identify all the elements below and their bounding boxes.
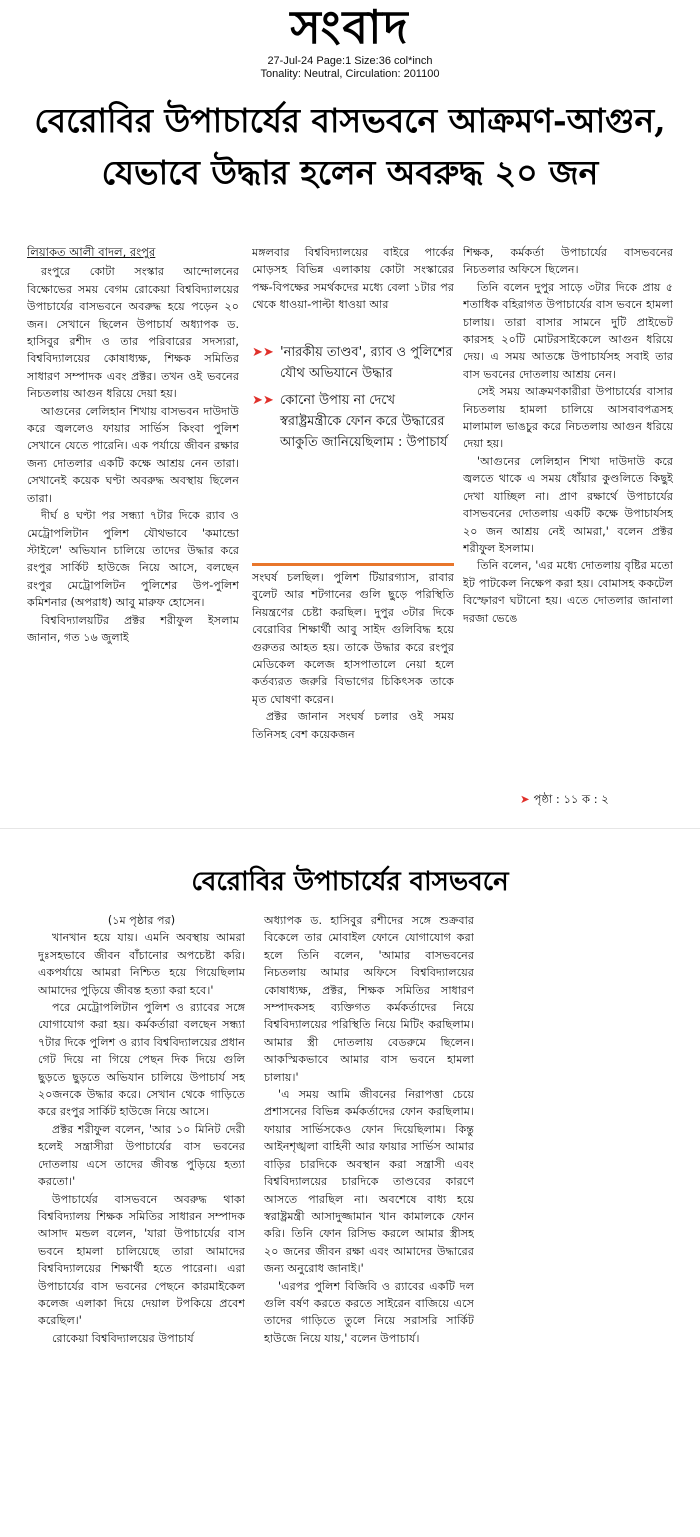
section-divider bbox=[0, 828, 700, 829]
continuation-column-2 bbox=[264, 912, 474, 1522]
paragraph: দীর্ঘ ৪ ঘণ্টা পর সন্ধ্যা ৭টার দিকে র‌্যাব ও মেট্রোপলিটান পুলিশ যৌথভাবে 'কমান্ডো স্টাইলে' অভিযান চালিয়ে তাদের উদ্ধার করে রংপুর সার্কিট হাউজে নিয়ে আসে, বলছেন রংপুর মেট্রোপলিটন পুলিশের উপ-পুলিশ কমিশনার (অপরাধ) আবু মারুফ হোসেন। bbox=[27, 509, 239, 610]
masthead-logo: সংবাদ bbox=[290, 0, 410, 54]
paragraph: তিনি বলেন দুপুর সাড়ে ৩টার দিকে প্রায় ৫ শতাধিক বহিরাগত উপাচার্যের বাস ভবনে হামলা চালায়। তারা বাসার সামনে দুটি প্রাইভেট কারসহ ২০টি মোটরসাইকেলে আগুন ধরিয়ে দেয়। এ সময় আতঙ্কে উপাচার্যসহ সবাই তার বাস ভবনের দোতলায় আশ্রয় নেন। bbox=[463, 280, 673, 381]
clipping-meta-line2: Tonality: Neutral, Circulation: 201100 bbox=[260, 68, 440, 80]
continued-page-ref bbox=[520, 791, 609, 807]
headline-line2: যেভাবে উদ্ধার হলেন অবরুদ্ধ ২০ জন bbox=[101, 153, 599, 192]
double-arrow-icon: ➤➤ bbox=[252, 345, 274, 360]
pull-quote-rule bbox=[252, 563, 454, 566]
paragraph: খানখান হয়ে যায়। এমনি অবস্থায় আমরা দুঃসহভাবে জীবন বাঁচানোর অপচেষ্টা করি। একপর্যায়ে আমরা নিশ্চিত হয়ে গিয়েছিলাম আমাদের পুড়িয়ে জীবন্ত হত্যা করা হবে।' bbox=[38, 931, 245, 997]
paragraph: রোকেয়া বিশ্ববিদ্যালয়ের উপাচার্য bbox=[52, 1331, 194, 1345]
paragraph: প্রক্টর শরীফুল বলেন, 'আর ১০ মিনিট দেরী হলেই সন্ত্রাসীরা উপাচার্যের বাস ভবনের দোতলায় এসে তাদের জীবন্ত পুড়িয়ে হত্যা করতো।' bbox=[38, 1122, 245, 1189]
byline: লিয়াকত আলী বাদল, রংপুর bbox=[27, 245, 156, 259]
article-column-2-bottom bbox=[252, 569, 454, 807]
paragraph: শিক্ষক, কর্মকর্তা উপাচার্যের বাসভবনের নিচতলার অফিসে ছিলেন। bbox=[463, 246, 673, 277]
paragraph: উপাচার্যের বাসভবনে অবরুদ্ধ থাকা বিশ্ববিদ্যালয় শিক্ষক সমিতির সাধারন সম্পাদক আসাদ মন্ডল বলেন, 'যারা উপাচার্যের বাস ভবনে হামলা চালিয়েছে তারা আমাদের বিশ্ববিদ্যালয়ের শিক্ষার্থী হতে পারেনা। এরা উপাচার্যের বাস ভবনের পেছনে কারমাইকেল কলেজ এলাকা দিয়ে দেয়াল টপকিয়ে প্রবেশ করেছিল।' bbox=[38, 1192, 245, 1328]
paragraph: অধ্যাপক ড. হাসিবুর রশীদের সঙ্গে শুক্রবার বিকেলে তার মোবাইল ফোনে যোগাযোগ করা হলে তিনি বলেন, 'আমার বাসভবনের নিচতলায় আমার অফিসে বিশ্ববিদ্যালয়ের কোষাধ্যক্ষ, প্রক্টর, শিক্ষক সমিতির সাধারণ সম্পাদকসহ ব্যক্তিগত কর্মকর্তাদের নিয়ে বিশ্ববিদ্যালয়ের পরিস্থিতি নিয়ে মিটিং করছিলাম। আমার স্ত্রী দোতলায় বেডরুমে ছিলেন। আকস্মিকভাবে আমার বাস ভবনে হামলা চালায়।' bbox=[264, 914, 474, 1084]
clipping-meta-line1: 27-Jul-24 Page:1 Size:36 col*inch bbox=[267, 55, 433, 67]
continued-text: পৃষ্ঠা : ১১ ক : ২ bbox=[533, 792, 609, 806]
paragraph: 'এ সময় আমি জীবনের নিরাপত্তা চেয়ে প্রশাসনের বিভিন্ন কর্মকর্তাদের ফোন করছিলাম। ফায়ার সার্ভিসকেও ফোন দিয়েছিলাম। কিন্তু আইনশৃঙ্খলা বাহিনী আর ফায়ার সার্ভিস আমার বাড়ির চারদিকে অবস্থান করা সন্ত্রাসী এবং বিশ্ববিদ্যালয়ের চারদিকে তাণ্ডবের কারণে আসতে পারছিল না। অবশেষে বাধ্য হয়ে স্বরাষ্ট্রমন্ত্রী আসাদুজ্জামান খান কামালকে ফোন করি। তিনি ফোন রিসিভ করলে আমার স্ত্রীসহ ২০ জনের জীবন রক্ষা এবং আমাদের উদ্ধারের জন্য অনুরোধ জানাই।' bbox=[264, 1088, 474, 1276]
paragraph: প্রক্টর জানান সংঘর্ষ চলার ওই সময় তিনিসহ বেশ কয়েকজন bbox=[252, 710, 454, 741]
clipping-meta bbox=[150, 55, 550, 81]
paragraph: সেই সময় আক্রমণকারীরা উপাচার্যের বাসার নিচতলায় হামলা চালিয়ে আসবাবপত্রসহ মালামাল ভাঙচুর করে নিচতলায় আগুন ধরিয়ে দেয়া হয়। bbox=[463, 385, 673, 451]
paragraph: রংপুরে কোটা সংস্কার আন্দোলনের বিক্ষোভের সময় বেগম রোকেয়া বিশ্ববিদ্যালয়ের উপাচার্যের বাসভবনে অবরুদ্ধ হয়ে পড়েন ২০ জন। সেখানে ছিলেন উপাচার্য অধ্যাপক ড. হাসিবুর রশীদ ও তার পরিবারের সদস্যরা, বিশ্ববিদ্যালয়ের কোষাধ্যক্ষ, শিক্ষক সমিতির সাধারণ সম্পাদক এবং প্রক্টর। তখন ওই ভবনের নিচতলায় আগুন ধরিয়ে দেয়া হয়। bbox=[27, 265, 239, 401]
pull-quote-text: কোনো উপায় না দেখে স্বরাষ্ট্রমন্ত্রীকে ফোন করে উদ্ধারের আকুতি জানিয়েছিলাম : উপাচার্য bbox=[280, 393, 448, 450]
paragraph: 'এরপর পুলিশ বিজিবি ও র‌্যাবের একটি দল গুলি বর্ষণ করতে করতে সাইরেন বাজিয়ে এসে তাদের গাড়িতে তুলে নিয়ে সরাসরি সার্কিট হাউজে নিয়ে যায়,' বলেন উপাচার্য। bbox=[264, 1279, 474, 1345]
paragraph: 'আগুনের লেলিহান শিখা দাউদাউ করে জ্বলতে থাকে এ সময় ধোঁয়ার কুণ্ডলিতে কিছুই দেখা যাচ্ছিল না। প্রাণ রক্ষার্থে উপাচার্যের বাসভবনের দোতলায় একটি কক্ষে উপাচার্যসহ ২০ জন আশ্রয় নেই আমরা,' বলেন প্রক্টর শরীফুল ইসলাম। bbox=[463, 454, 673, 555]
article-column-1 bbox=[27, 244, 239, 807]
pull-quote bbox=[252, 342, 454, 384]
from-page-label: (১ম পৃষ্ঠার পর) bbox=[107, 914, 176, 927]
paragraph: পরে মেট্রোপলিটান পুলিশ ও র‌্যাবের সঙ্গে যোগাযোগ করা হয়। কর্মকর্তারা বলছেন সন্ধ্যা ৭টার দিকে পুলিশ ও র‌্যাব বিশ্ববিদ্যালয়ের প্রধান গেট দিয়ে না গিয়ে পেছন দিক দিয়ে গুলি ছুড়তে ছুড়তে অভিযান চালিয়ে উপাচার্য সহ ২০জনকে উদ্ধার করে। সেখান থেকে গাড়িতে করে রংপুর সার্কিট হাউজে নিয়ে আসে। bbox=[38, 1001, 245, 1119]
continuation-headline: বেরোবির উপাচার্যের বাসভবনে bbox=[191, 867, 509, 897]
pull-quote bbox=[252, 390, 454, 453]
paragraph: তিনি বলেন, 'এর মধ্যে দোতলায় বৃষ্টির মতো ইট পাটকেল নিক্ষেপ করা হয়। বোমাসহ ককটেল বিস্ফোরণ ঘটানো হয়। এতে দোতলার জানালা দরজা ভেঙে bbox=[463, 559, 673, 625]
paragraph: আগুনের লেলিহান শিখায় বাসভবন দাউদাউ করে জ্বললেও ফায়ার সার্ভিস কিংবা পুলিশ সেখানে যেতে পারেনি। এক পর্যায়ে জীবন রক্ষার জন্য দোতলার একটি কক্ষে আশ্রয় নেন তারা। সেখানেই কয়েক ঘণ্টা অবরুদ্ধ অবস্থায় ছিলেন তারা। bbox=[27, 404, 239, 505]
paragraph: মঙ্গলবার বিশ্ববিদ্যালয়ের বাইরে পার্কের মোড়সহ বিভিন্ন এলাকায় কোটা সংস্কারের পক্ষ-বিপক্ষের সমর্থকদের মধ্যে বেলা ১টার পর থেকে ধাওয়া-পাল্টা ধাওয়া আর bbox=[252, 246, 454, 312]
double-arrow-icon: ➤➤ bbox=[252, 393, 274, 408]
article-column-2-top bbox=[252, 244, 454, 336]
pull-quote-text: 'নারকীয় তাণ্ডব', র‌্যাব ও পুলিশের যৌথ অভিযানে উদ্ধার bbox=[280, 345, 453, 381]
arrow-icon: ➤ bbox=[520, 792, 530, 806]
pull-quote-box bbox=[252, 342, 454, 564]
paragraph: সংঘর্ষ চলছিল। পুলিশ টিয়ারগ্যাস, রাবার বুলেট আর শটগানের গুলি ছুড়ে পরিস্থিতি নিয়ন্ত্রণের চেষ্টা করছিল। দুপুর ৩টার দিকে বেরোবির শিক্ষার্থী আবু সাইদ গুলিবিদ্ধ হয়ে গুরুতর আহত হয়। তাকে উদ্ধার করে রংপুর মেডিকেল কলেজ হাসপাতালে নেয়া হলে কর্তব্যরত জরুরি বিভাগের চিকিৎসক তাকে মৃত ঘোষণা করেন। bbox=[252, 571, 454, 706]
headline-line1: বেরোবির উপাচার্যের বাসভবনে আক্রমণ-আগুন, bbox=[34, 101, 666, 140]
paragraph: বিশ্ববিদ্যালয়টির প্রক্টর শরীফুল ইসলাম জানান, গত ১৬ জুলাই bbox=[27, 613, 239, 644]
continuation-column-1 bbox=[38, 912, 245, 1522]
article-column-3 bbox=[463, 244, 673, 789]
